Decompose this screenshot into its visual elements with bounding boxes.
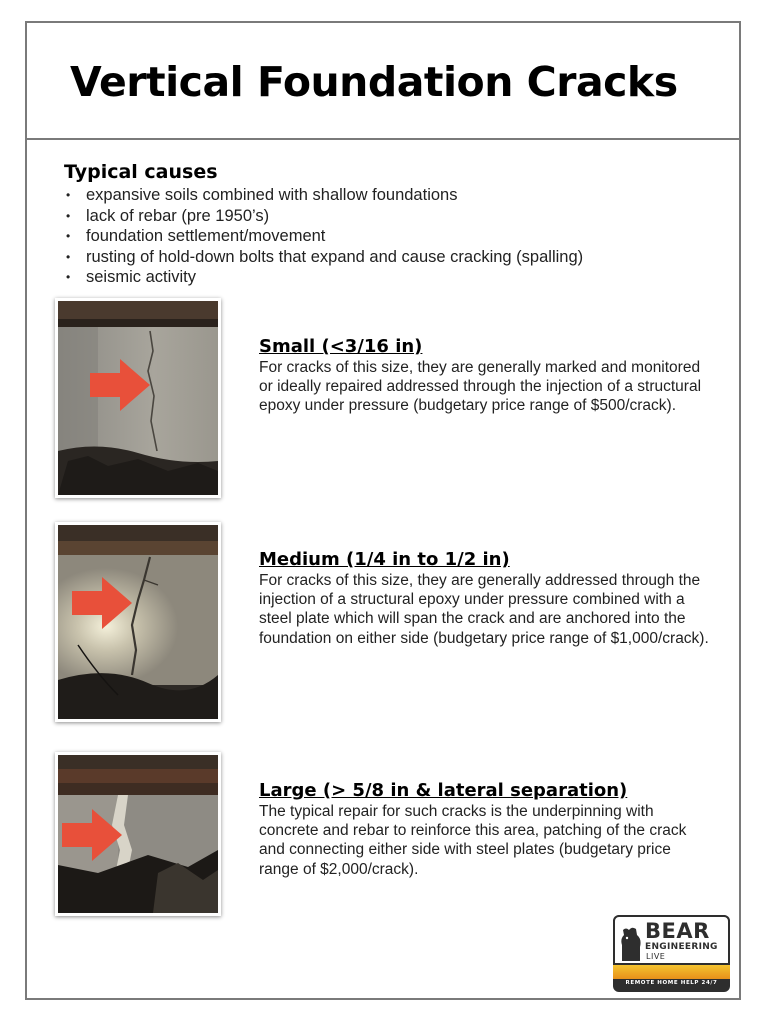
medium-crack-photo bbox=[55, 522, 221, 722]
small-crack-text: For cracks of this size, they are generally marked and monitored or ideally repaired addressed through the injection of a structural epoxy under pressure (budgetary price range of $500/crack). bbox=[259, 359, 702, 415]
logo-bear-text: BEAR bbox=[645, 919, 710, 943]
logo-live-text: LIVE bbox=[646, 952, 666, 961]
medium-crack-section bbox=[259, 549, 714, 648]
bullet-icon: • bbox=[66, 208, 71, 223]
logo-stripe bbox=[613, 965, 730, 979]
large-crack-photo bbox=[55, 752, 221, 916]
small-crack-section bbox=[259, 336, 714, 416]
large-crack-text: The typical repair for such cracks is the underpinning with concrete and rebar to reinforce this area, patching of the crack and connecting either side with steel plates (budgetary price range of $2,000/crack). bbox=[259, 803, 687, 878]
bear-engineering-logo bbox=[613, 915, 730, 992]
bear-icon bbox=[618, 923, 644, 963]
list-item: • seismic activity bbox=[66, 268, 197, 286]
causes-list bbox=[64, 185, 714, 288]
list-item: • rusting of hold-down bolts that expand and cause cracking (spalling) bbox=[66, 247, 584, 266]
page-title: Vertical Foundation Cracks bbox=[70, 58, 678, 106]
bullet-icon: • bbox=[66, 249, 71, 264]
medium-crack-heading: Medium (1/4 in to 1/2 in) bbox=[259, 549, 510, 570]
large-crack-section bbox=[259, 780, 714, 879]
bullet-icon: • bbox=[66, 229, 71, 243]
causes-heading: Typical causes bbox=[64, 161, 218, 183]
large-crack-heading: Large (> 5/8 in & lateral separation) bbox=[259, 780, 628, 801]
title-divider bbox=[25, 138, 741, 140]
list-item: • lack of rebar (pre 1950’s) bbox=[66, 206, 270, 225]
typical-causes bbox=[64, 161, 714, 288]
logo-tagline: REMOTE HOME HELP 24/7 bbox=[625, 980, 718, 986]
bullet-icon: • bbox=[66, 188, 71, 202]
list-item: • foundation settlement/movement bbox=[66, 227, 326, 245]
small-crack-photo bbox=[55, 298, 221, 498]
logo-engineering-text: ENGINEERING bbox=[645, 942, 718, 952]
bullet-icon: • bbox=[66, 270, 71, 284]
small-crack-heading: Small (<3/16 in) bbox=[259, 336, 423, 357]
medium-crack-text: For cracks of this size, they are generally addressed through the injection of a structural epoxy under pressure combined with a steel plate which will span the crack and are anchored into the foundation on either side (budgetary price range of $1,000/crack). bbox=[259, 572, 709, 647]
list-item: • expansive soils combined with shallow foundations bbox=[66, 186, 458, 204]
